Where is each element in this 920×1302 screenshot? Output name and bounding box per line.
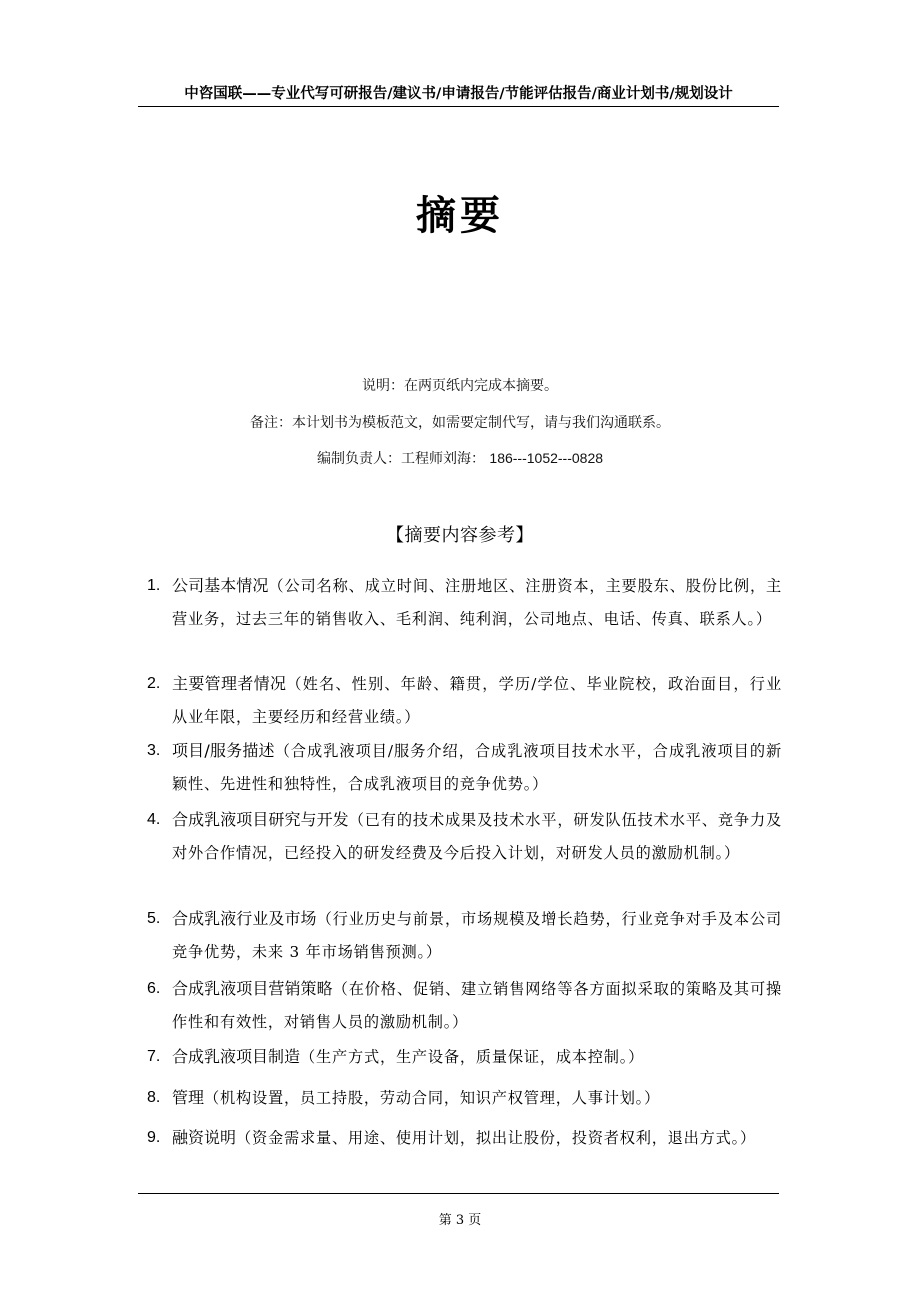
- contact-phone: 186---1052---0828: [489, 450, 604, 466]
- item-description: （机构设置，员工持股，劳动合同，知识产权管理，人事计划。）: [204, 1089, 661, 1107]
- item-number: 5.: [147, 910, 161, 927]
- item-title: 合成乳液行业及市场: [172, 909, 317, 928]
- item-title: 合成乳液项目制造: [172, 1047, 301, 1066]
- header-divider: [138, 106, 779, 107]
- item-title: 合成乳液项目研究与开发: [172, 810, 349, 829]
- item-title: 主要管理者情况: [172, 674, 287, 693]
- item-title: 管理: [172, 1088, 205, 1107]
- list-item: [147, 903, 782, 968]
- footer-divider: [138, 1193, 779, 1194]
- list-item: [147, 735, 782, 800]
- note-contact: [0, 448, 920, 468]
- item-title: 融资说明: [172, 1128, 237, 1147]
- list-item: [147, 1082, 782, 1115]
- item-description: （公司名称、成立时间、注册地区、注册资本，主要股东、股份比例，主营业务，过去三年的销售收入、毛利润、纯利润，公司地点、电话、传真、联系人。）: [172, 577, 782, 628]
- section-heading: 【摘要内容参考】: [386, 525, 534, 546]
- list-item: [147, 804, 782, 869]
- list-item: [147, 973, 782, 1038]
- item-number: 2.: [147, 675, 161, 692]
- item-description: （生产方式，生产设备，质量保证，成本控制。）: [300, 1048, 645, 1066]
- item-number: 9.: [147, 1129, 161, 1146]
- item-description: （合成乳液项目/服务介绍，合成乳液项目技术水平，合成乳液项目的新颖性、先进性和独特性，合成乳液项目的竞争优势。）: [172, 742, 782, 793]
- item-number: 3.: [147, 742, 161, 759]
- item-description: （资金需求量、用途、使用计划，拟出让股份，投资者权利，退出方式。）: [236, 1129, 757, 1147]
- item-number: 1.: [147, 577, 161, 594]
- page-number: 第 3 页: [438, 1213, 482, 1228]
- item-description: （姓名、性别、年龄、籍贯，学历/学位、毕业院校，政治面目，行业从业年限，主要经历和经营业绩。）: [172, 675, 782, 726]
- item-title: 项目/服务描述: [172, 741, 275, 760]
- item-description: （在价格、促销、建立销售网络等各方面拟采取的策略及其可操作性和有效性，对销售人员的激励机制。）: [172, 980, 782, 1031]
- item-title: 合成乳液项目营销策略: [172, 979, 333, 998]
- item-number: 4.: [147, 811, 161, 828]
- item-description: （行业历史与前景，市场规模及增长趋势，行业竞争对手及本公司竞争优势，未来 3 年市场销售预测。）: [172, 910, 782, 961]
- note-explanation: 说明：在两页纸内完成本摘要。: [362, 378, 558, 394]
- list-item: [147, 1122, 782, 1155]
- list-item: [147, 668, 782, 733]
- page-title: 摘要: [416, 192, 504, 239]
- note-remark: 备注：本计划书为模板范文，如需要定制代写，请与我们沟通联系。: [250, 415, 670, 431]
- page-header: 中咨国联——专业代写可研报告/建议书/申请报告/节能评估报告/商业计划书/规划设计: [184, 86, 733, 102]
- item-description: （已有的技术成果及技术水平，研发队伍技术水平、竞争力及对外合作情况，已经投入的研发经费及今后投入计划，对研发人员的激励机制。）: [172, 811, 782, 862]
- item-number: 7.: [147, 1048, 161, 1065]
- item-number: 6.: [147, 980, 161, 997]
- list-item: [147, 570, 782, 635]
- item-title: 公司基本情况: [172, 576, 269, 595]
- contact-label: 编制负责人：工程师刘海：: [316, 451, 485, 467]
- item-number: 8.: [147, 1089, 161, 1106]
- list-item: [147, 1041, 782, 1074]
